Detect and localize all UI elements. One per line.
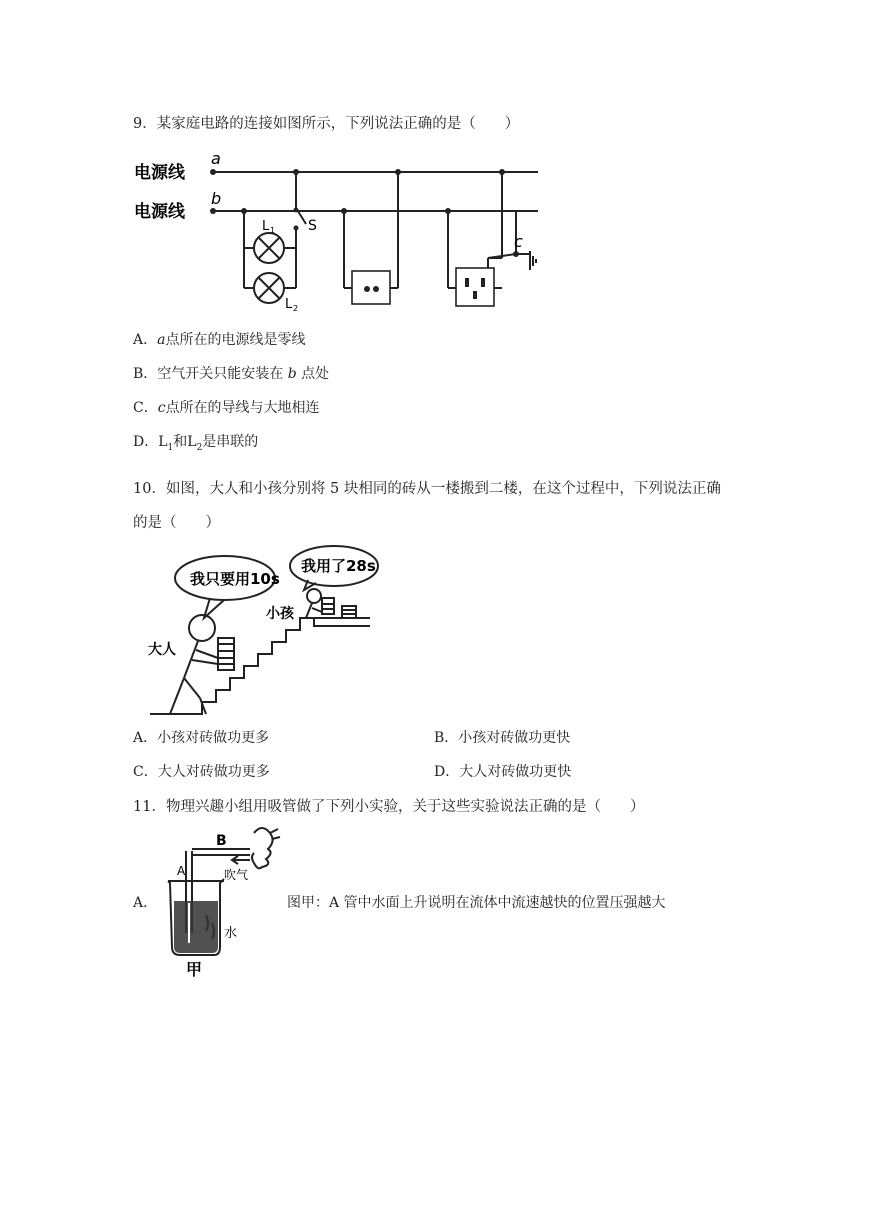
option-text: 点处 bbox=[301, 366, 330, 382]
lamp-symbol: L bbox=[158, 434, 168, 450]
q10-option-a[interactable]: A．小孩对砖做功更多 bbox=[133, 730, 270, 746]
option-letter: A． bbox=[133, 332, 158, 348]
point-b-label: b bbox=[211, 189, 222, 208]
q11-option-a-label[interactable]: A． bbox=[133, 895, 158, 911]
lamp-l1-label: L bbox=[262, 219, 270, 234]
lamp-subscript: 1 bbox=[167, 442, 174, 453]
q11-straw-experiment-figure bbox=[158, 823, 288, 983]
blow-label: 吹气 bbox=[224, 868, 249, 882]
q11-stem: 11．物理兴趣小组用吸管做了下列小实验，关于这些实验说法正确的是（ ） bbox=[133, 799, 645, 815]
tube-a-label: A bbox=[177, 864, 186, 878]
q10-stem-line1: 10．如图，大人和小孩分别将 5 块相同的砖从一楼搬到二楼，在这个过程中，下列说法正确 bbox=[133, 481, 721, 497]
line-label-2: 电源线 bbox=[134, 202, 185, 222]
option-var: c bbox=[157, 400, 166, 416]
option-text: 点所在的导线与大地相连 bbox=[165, 400, 320, 416]
figure-caption: 甲 bbox=[186, 960, 203, 979]
child-speech-text: 我用了28s bbox=[301, 557, 376, 575]
lamp-l2-sub: 2 bbox=[293, 304, 299, 313]
tube-b-label: B bbox=[216, 833, 227, 849]
option-text: 点所在的电源线是零线 bbox=[165, 332, 306, 348]
q10-stem-line2: 的是（ ） bbox=[133, 515, 220, 531]
lamp-l1-sub: 1 bbox=[270, 226, 276, 235]
q10-option-b[interactable]: B．小孩对砖做功更快 bbox=[434, 730, 571, 746]
q9-circuit-diagram bbox=[130, 148, 550, 316]
option-letter: C． bbox=[133, 400, 158, 416]
q9-option-d[interactable] bbox=[133, 431, 258, 453]
child-label: 小孩 bbox=[266, 606, 294, 622]
line-label-1: 电源线 bbox=[134, 163, 185, 183]
adult-speech-text: 我只要用10s bbox=[190, 570, 280, 588]
point-a-label: a bbox=[211, 149, 221, 168]
water-label: 水 bbox=[224, 926, 238, 941]
lamp-symbol: L bbox=[187, 434, 197, 450]
q10-option-c[interactable]: C．大人对砖做功更多 bbox=[133, 764, 270, 780]
option-text: B．空气开关只能安装在 bbox=[133, 366, 284, 382]
q9-stem: 9．某家庭电路的连接如图所示，下列说法正确的是（ ） bbox=[133, 116, 520, 132]
option-letter: D． bbox=[133, 434, 159, 450]
switch-s-label: S bbox=[308, 218, 317, 234]
q9-option-b[interactable] bbox=[133, 363, 329, 383]
q9-option-c[interactable] bbox=[133, 397, 320, 417]
point-c-label: c bbox=[514, 232, 523, 251]
option-text: 是串联的 bbox=[202, 434, 259, 450]
q11-option-a-text[interactable]: 图甲：A 管中水面上升说明在流体中流速越快的位置压强越大 bbox=[287, 895, 666, 911]
lamp-l2-label: L bbox=[285, 297, 293, 312]
option-var: a bbox=[157, 332, 166, 348]
q9-option-a[interactable] bbox=[133, 329, 305, 349]
q10-option-d[interactable]: D．大人对砖做功更快 bbox=[434, 764, 572, 780]
q10-stairs-figure bbox=[140, 538, 380, 722]
option-var: b bbox=[287, 366, 297, 382]
option-text: 和 bbox=[173, 434, 188, 450]
lamp-subscript: 2 bbox=[196, 442, 203, 453]
adult-label: 大人 bbox=[148, 642, 176, 658]
